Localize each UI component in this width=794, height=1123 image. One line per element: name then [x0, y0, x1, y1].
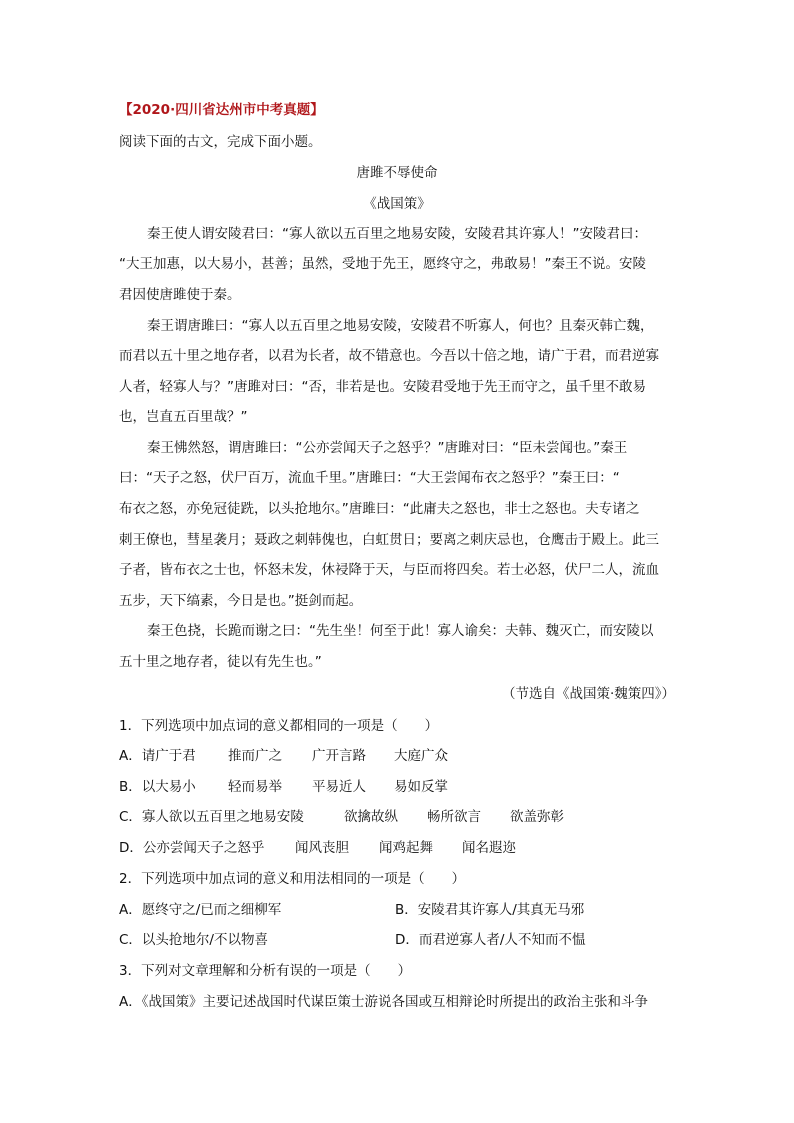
passage-line: 子者，皆布衣之士也，怀怒未发，休祲降于天，与臣而将四矣。若士必怒，伏尸二人，流血: [119, 562, 659, 578]
q1-option-c-word: 欲擒故纵: [344, 809, 398, 825]
passage-line: 刺王僚也，彗星袭月；聂政之刺韩傀也，白虹贯日；要离之刺庆忌也，仓鹰击于殿上。此三: [119, 532, 659, 548]
q1-option-c: C．寡人欲以五百里之地易安陵: [119, 809, 304, 825]
q1-option-c-word: 欲盖弥彰: [510, 809, 564, 825]
passage-line: 秦王色挠，长跪而谢之曰：“先生坐！何至于此！寡人谕矣：夫韩、魏灭亡，而安陵以: [147, 623, 654, 639]
q1-option-b-word: 易如反掌: [394, 779, 448, 795]
q1-option-a-word: 大庭广众: [394, 748, 448, 764]
question-3-stem: 3．下列对文章理解和分析有误的一项是（ ）: [119, 963, 412, 979]
question-1-stem: 1．下列选项中加点词的意义都相同的一项是（ ）: [119, 718, 439, 734]
source-tag: 【2020·四川省达州市中考真题】: [119, 102, 324, 118]
passage-line: 人者，轻寡人与？”唐雎对曰：“否，非若是也。安陵君受地于先王而守之，虽千里不敢易: [119, 379, 646, 395]
passage-line: 五步，天下缟素，今日是也。”挺剑而起。: [119, 593, 363, 609]
passage-line: 秦王使人谓安陵君曰：“寡人欲以五百里之地易安陵，安陵君其许寡人！”安陵君曰：: [147, 226, 647, 242]
passage-line: 也，岂直五百里哉？”: [119, 409, 248, 425]
q1-option-d-word: 闻名遐迩: [462, 840, 516, 856]
q1-option-d-word: 闻风丧胆: [295, 840, 349, 856]
passage-book: 《战国策》: [363, 196, 431, 212]
passage-line: “大王加惠，以大易小，甚善；虽然，受地于先王，愿终守之，弗敢易！”秦王不说。安陵: [119, 256, 646, 272]
q1-option-a-word: 广开言路: [312, 748, 366, 764]
q1-option-a: A．请广于君: [119, 748, 196, 764]
passage-title: 唐雎不辱使命: [356, 165, 438, 181]
passage-line: 五十里之地存者，徒以有先生也。”: [119, 654, 322, 670]
q1-option-c-word: 畅所欲言: [427, 809, 481, 825]
passage-line: 布衣之怒，亦免冠徒跣，以头抢地尔。”唐雎曰：“此庸夫之怒也，非士之怒也。夫专诸之: [119, 501, 640, 517]
q2-option-a: A．愿终守之/已而之细柳军: [119, 902, 282, 918]
passage-line: 曰：“天子之怒，伏尸百万，流血千里。”唐雎曰：“大王尝闻布衣之怒乎？”秦王曰：“: [119, 470, 620, 486]
passage-line: 君因使唐雎使于秦。: [119, 287, 241, 303]
q1-option-b-word: 轻而易举: [228, 779, 282, 795]
q1-option-d: D．公亦尝闻天子之怒乎: [119, 840, 265, 856]
q3-option-a: A．《战国策》主要记述战国时代谋臣策士游说各国或互相辩论时所提出的政治主张和斗争: [119, 994, 648, 1010]
passage-line: 而君以五十里之地存者，以君为长者，故不错意也。今吾以十倍之地，请广于君，而君逆寡: [119, 348, 659, 364]
question-2-stem: 2．下列选项中加点词的意义和用法相同的一项是（ ）: [119, 871, 466, 887]
citation: （节选自《战国策·魏策四》）: [501, 686, 675, 702]
instruction: 阅读下面的古文，完成下面小题。: [119, 134, 322, 150]
q1-option-d-word: 闻鸡起舞: [379, 840, 433, 856]
q2-option-c: C．以头抢地尔/不以物喜: [119, 932, 268, 948]
q1-option-b-word: 平易近人: [312, 779, 366, 795]
q2-option-d: D．而君逆寡人者/人不知而不愠: [395, 932, 586, 948]
q1-option-b: B．以大易小: [119, 779, 196, 795]
passage-line: 秦王怫然怒，谓唐雎曰：“公亦尝闻天子之怒乎？”唐雎对曰：“臣未尝闻也。”秦王: [147, 440, 628, 456]
q2-option-b: B．安陵君其许寡人/其真无马邪: [395, 902, 585, 918]
passage-line: 秦王谓唐雎曰：“寡人以五百里之地易安陵，安陵君不听寡人，何也？且秦灭韩亡魏，: [147, 318, 654, 334]
q1-option-a-word: 推而广之: [228, 748, 282, 764]
